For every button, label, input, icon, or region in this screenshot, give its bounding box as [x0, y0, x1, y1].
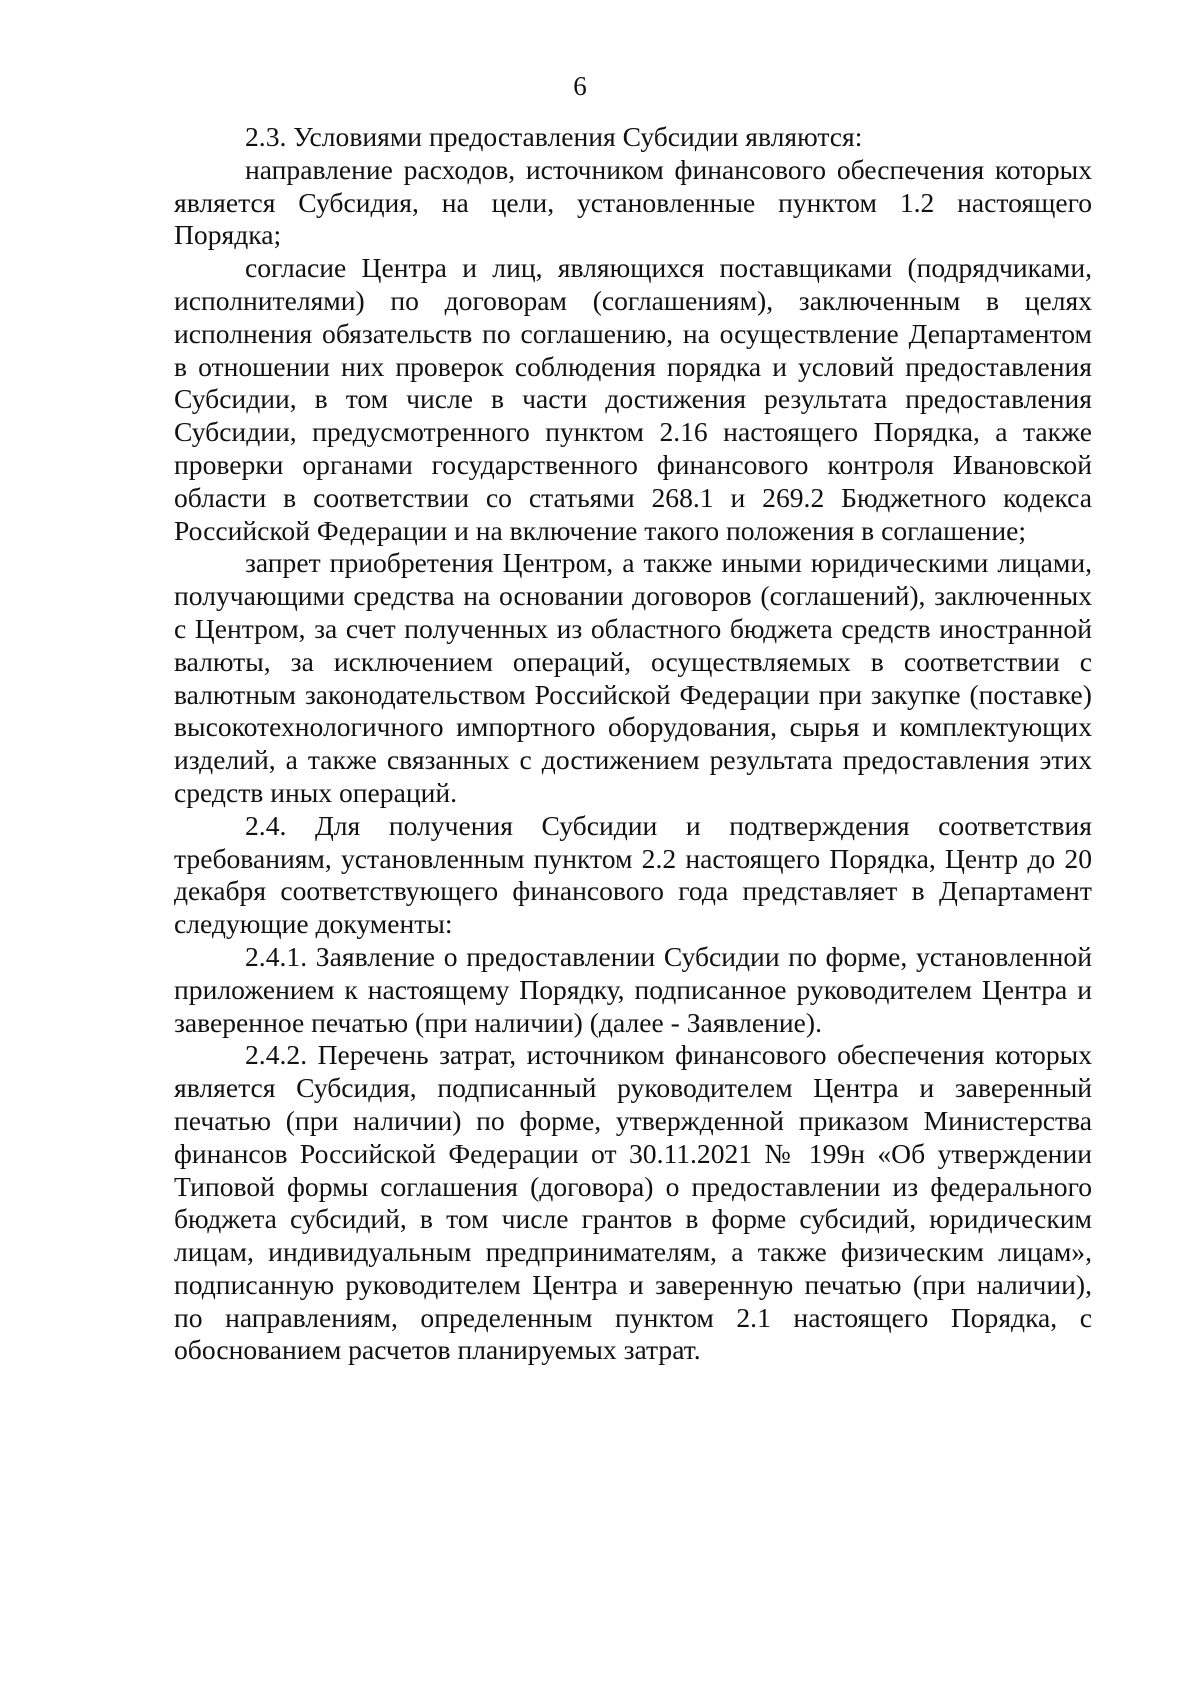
- paragraph-currency-prohibition: запрет приобретения Центром, а также иными юридическими лицами, получающими средства на основании договоров (соглашений), заключенных с Центром, за счет полученных из областного бюджета средств иностранной валюты, за исключением операций, осуществляемых в соответствии с валютным законодательством Российской Федерации при закупке (поставке) высокотехнологичного импортного оборудования, сырья и комплектующих изделий, а также связанных с достижением результата предоставления этих средств иных операций.: [174, 547, 1092, 808]
- page-number: 6: [573, 71, 587, 101]
- paragraph-2-4-2-cost-list: 2.4.2. Перечень затрат, источником финансового обеспечения которых является Субсидия, подписанный руководителем Центра и заверенный печатью (при наличии) по форме, утвержденной приказом Министерства финансов Российской Федерации от 30.11.2021 № 199н «Об утверждении Типовой формы соглашения (договора) о предоставлении из федерального бюджета субсидий, в том числе грантов в форме субсидий, юридическим лицам, индивидуальным предпринимателям, а также физическим лицам», подписанную руководителем Центра и заверенную печатью (при наличии), по направлениям, определенным пунктом 2.1 настоящего Порядка, с обоснованием расчетов планируемых затрат.: [174, 1039, 1092, 1366]
- document-body: [174, 121, 1092, 1367]
- paragraph-expense-direction: направление расходов, источником финансового обеспечения которых является Субсидия, на цели, установленные пунктом 1.2 настоящего Порядка;: [174, 153, 1092, 251]
- paragraph-2-4-documents: 2.4. Для получения Субсидии и подтверждения соответствия требованиям, установленным пунктом 2.2 настоящего Порядка, Центр до 20 декабря соответствующего финансового года представляет в Департамент следующие документы:: [174, 809, 1092, 940]
- paragraph-2-3-heading: 2.3. Условиями предоставления Субсидии являются:: [245, 121, 863, 152]
- paragraph-consent-inspections: согласие Центра и лиц, являющихся поставщиками (подрядчиками, исполнителями) по договорам (соглашениям), заключенным в целях исполнения обязательств по соглашению, на осуществление Департаментом в отношении них проверок соблюдения порядка и условий предоставления Субсидии, в том числе в части достижения результата предоставления Субсидии, предусмотренного пунктом 2.16 настоящего Порядка, а также проверки органами государственного финансового контроля Ивановской области в соответствии со статьями 268.1 и 269.2 Бюджетного кодекса Российской Федерации и на включение такого положения в соглашение;: [174, 252, 1092, 546]
- paragraph-2-4-1-application: 2.4.1. Заявление о предоставлении Субсидии по форме, установленной приложением к настоящему Порядку, подписанное руководителем Центра и заверенное печатью (при наличии) (далее - Заявление).: [174, 940, 1092, 1038]
